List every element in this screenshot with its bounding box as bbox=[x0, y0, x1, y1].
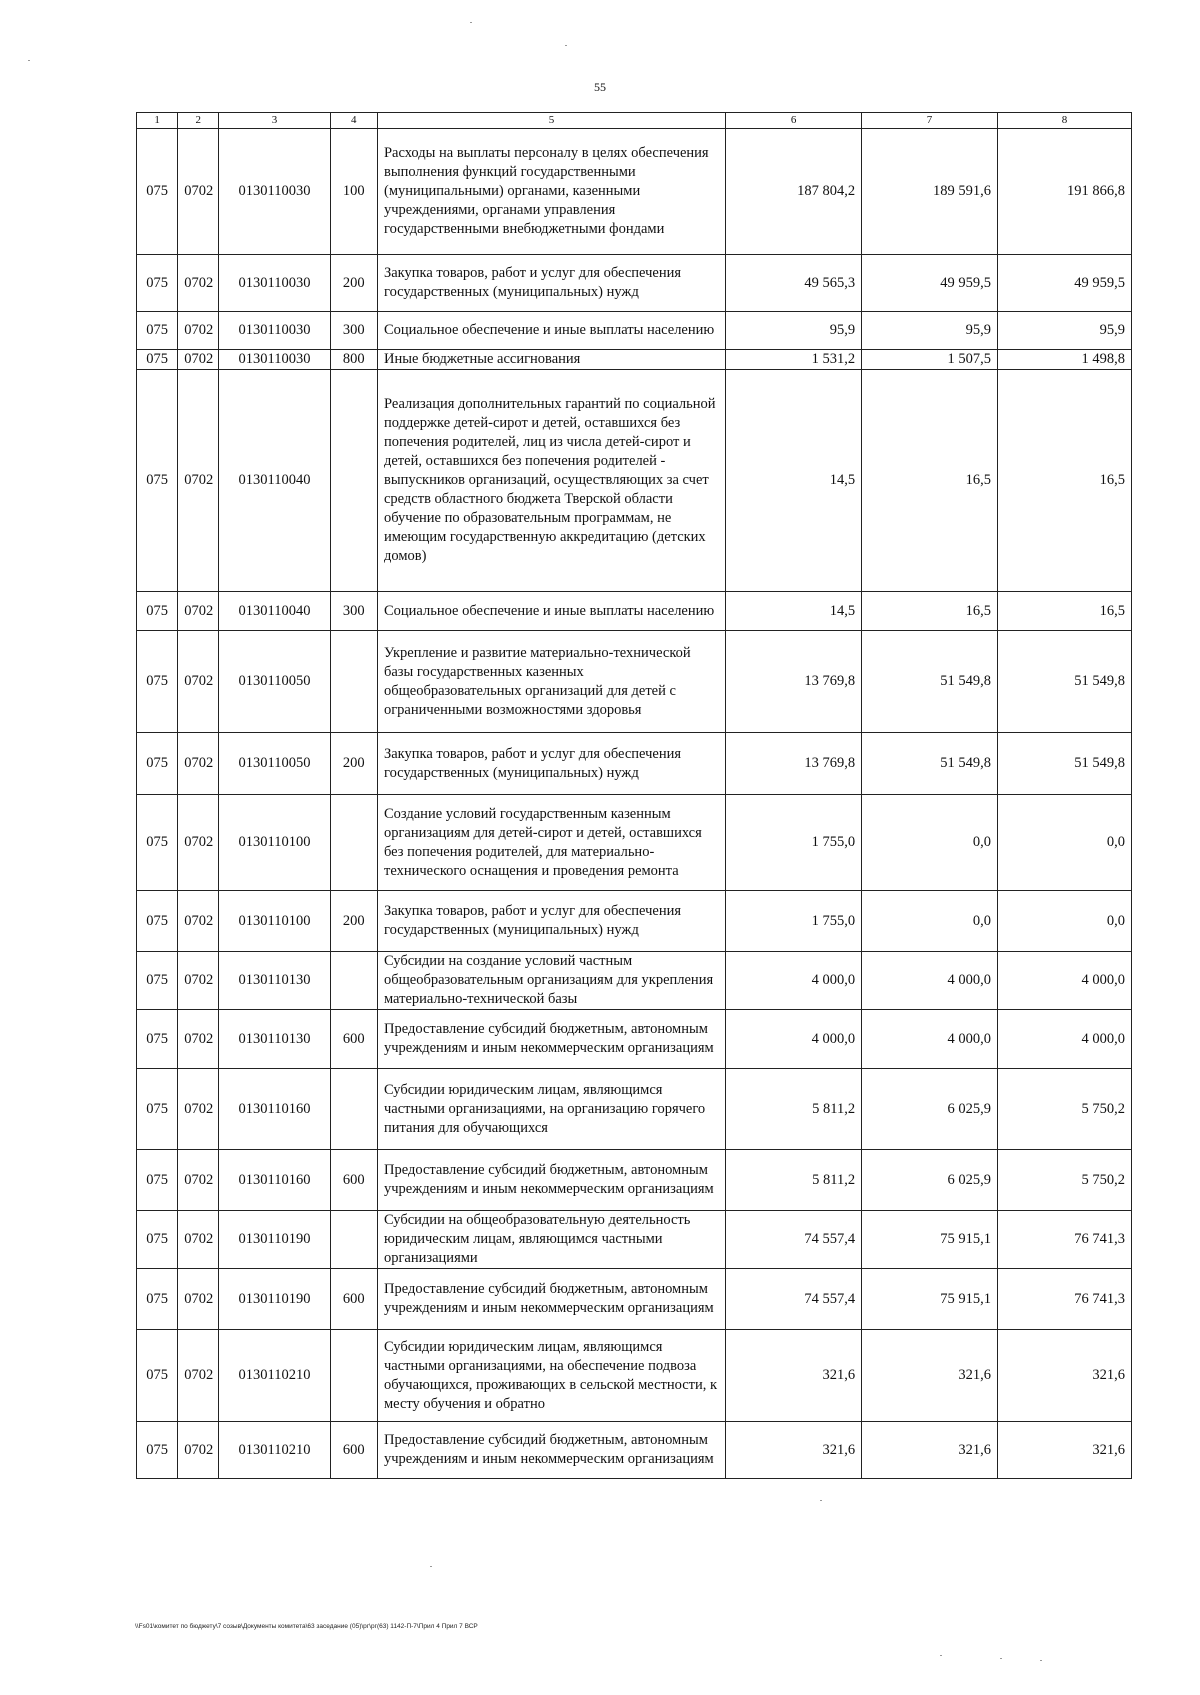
amount-cell: 6 025,9 bbox=[862, 1150, 998, 1211]
code-cell: 075 bbox=[137, 592, 178, 631]
amount-cell: 49 959,5 bbox=[998, 255, 1132, 312]
expense-type-cell: 600 bbox=[330, 1269, 377, 1330]
amount-cell: 76 741,3 bbox=[998, 1269, 1132, 1330]
amount-cell: 321,6 bbox=[862, 1422, 998, 1479]
section-cell: 0702 bbox=[178, 312, 219, 350]
amount-cell: 4 000,0 bbox=[862, 952, 998, 1010]
amount-cell: 1 531,2 bbox=[726, 350, 862, 370]
amount-cell: 4 000,0 bbox=[862, 1010, 998, 1069]
amount-cell: 95,9 bbox=[998, 312, 1132, 350]
table-row bbox=[137, 631, 1132, 733]
column-number-row bbox=[137, 113, 1132, 129]
amount-cell: 321,6 bbox=[998, 1330, 1132, 1422]
target-article-cell: 0130110050 bbox=[219, 733, 330, 795]
code-cell: 075 bbox=[137, 350, 178, 370]
expense-type-cell: 200 bbox=[330, 891, 377, 952]
table-row bbox=[137, 952, 1132, 1010]
code-cell: 075 bbox=[137, 255, 178, 312]
target-article-cell: 0130110040 bbox=[219, 592, 330, 631]
description-cell: Создание условий государственным казенным организациям для детей-сирот и детей, оставшихся без попечения родителей, для материально-технического оснащения и проведения ремонта bbox=[377, 795, 725, 891]
amount-cell: 14,5 bbox=[726, 370, 862, 592]
amount-cell: 0,0 bbox=[998, 891, 1132, 952]
table-row bbox=[137, 1330, 1132, 1422]
expense-type-cell: 200 bbox=[330, 255, 377, 312]
table-row bbox=[137, 1150, 1132, 1211]
target-article-cell: 0130110030 bbox=[219, 255, 330, 312]
code-cell: 075 bbox=[137, 129, 178, 255]
section-cell: 0702 bbox=[178, 733, 219, 795]
description-cell: Социальное обеспечение и иные выплаты населению bbox=[377, 312, 725, 350]
description-cell: Расходы на выплаты персоналу в целях обеспечения выполнения функций государственными (муниципальными) органами, казенными учреждениями, органами управления государственными внебюджетными фондами bbox=[377, 129, 725, 255]
table-row bbox=[137, 255, 1132, 312]
expense-type-cell bbox=[330, 370, 377, 592]
section-cell: 0702 bbox=[178, 592, 219, 631]
description-cell: Субсидии на создание условий частным общеобразовательным организациям для укрепления материально-технической базы bbox=[377, 952, 725, 1010]
amount-cell: 16,5 bbox=[862, 592, 998, 631]
table-row bbox=[137, 350, 1132, 370]
description-cell: Субсидии на общеобразовательную деятельность юридическим лицам, являющимся частными организациями bbox=[377, 1211, 725, 1269]
section-cell: 0702 bbox=[178, 1422, 219, 1479]
amount-cell: 51 549,8 bbox=[998, 733, 1132, 795]
column-header: 4 bbox=[330, 113, 377, 129]
section-cell: 0702 bbox=[178, 129, 219, 255]
section-cell: 0702 bbox=[178, 891, 219, 952]
target-article-cell: 0130110210 bbox=[219, 1330, 330, 1422]
amount-cell: 1 498,8 bbox=[998, 350, 1132, 370]
expense-type-cell: 100 bbox=[330, 129, 377, 255]
target-article-cell: 0130110130 bbox=[219, 952, 330, 1010]
amount-cell: 95,9 bbox=[862, 312, 998, 350]
target-article-cell: 0130110210 bbox=[219, 1422, 330, 1479]
description-cell: Реализация дополнительных гарантий по социальной поддержке детей-сирот и детей, оставшихся без попечения родителей, лиц из числа детей-сирот и детей, оставшихся без попечения родителей - выпускников организаций, осуществляющих за счет средств областного бюджета Тверской области обучение по образовательным программам, не имеющим государственную аккредитацию (детских домов) bbox=[377, 370, 725, 592]
expense-type-cell: 800 bbox=[330, 350, 377, 370]
description-cell: Предоставление субсидий бюджетным, автономным учреждениям и иным некоммерческим организациям bbox=[377, 1150, 725, 1211]
expense-type-cell: 600 bbox=[330, 1150, 377, 1211]
code-cell: 075 bbox=[137, 1069, 178, 1150]
expense-type-cell: 600 bbox=[330, 1422, 377, 1479]
table-row bbox=[137, 1069, 1132, 1150]
description-cell: Иные бюджетные ассигнования bbox=[377, 350, 725, 370]
table-row bbox=[137, 129, 1132, 255]
column-header: 6 bbox=[726, 113, 862, 129]
page-number: 55 bbox=[594, 80, 606, 94]
target-article-cell: 0130110190 bbox=[219, 1269, 330, 1330]
column-header: 2 bbox=[178, 113, 219, 129]
table-row bbox=[137, 592, 1132, 631]
code-cell: 075 bbox=[137, 1211, 178, 1269]
amount-cell: 13 769,8 bbox=[726, 631, 862, 733]
amount-cell: 0,0 bbox=[862, 891, 998, 952]
table-row bbox=[137, 891, 1132, 952]
amount-cell: 76 741,3 bbox=[998, 1211, 1132, 1269]
description-cell: Предоставление субсидий бюджетным, автономным учреждениям и иным некоммерческим организациям bbox=[377, 1010, 725, 1069]
section-cell: 0702 bbox=[178, 370, 219, 592]
amount-cell: 49 959,5 bbox=[862, 255, 998, 312]
amount-cell: 1 755,0 bbox=[726, 891, 862, 952]
table-row bbox=[137, 370, 1132, 592]
amount-cell: 321,6 bbox=[862, 1330, 998, 1422]
amount-cell: 321,6 bbox=[726, 1330, 862, 1422]
expense-type-cell bbox=[330, 1211, 377, 1269]
target-article-cell: 0130110160 bbox=[219, 1150, 330, 1211]
target-article-cell: 0130110030 bbox=[219, 350, 330, 370]
column-header: 3 bbox=[219, 113, 330, 129]
target-article-cell: 0130110030 bbox=[219, 312, 330, 350]
amount-cell: 321,6 bbox=[998, 1422, 1132, 1479]
code-cell: 075 bbox=[137, 631, 178, 733]
table-row bbox=[137, 733, 1132, 795]
amount-cell: 191 866,8 bbox=[998, 129, 1132, 255]
table-row bbox=[137, 1010, 1132, 1069]
table-row bbox=[137, 312, 1132, 350]
expense-type-cell bbox=[330, 631, 377, 733]
amount-cell: 75 915,1 bbox=[862, 1211, 998, 1269]
column-header: 5 bbox=[377, 113, 725, 129]
amount-cell: 51 549,8 bbox=[862, 733, 998, 795]
amount-cell: 16,5 bbox=[862, 370, 998, 592]
amount-cell: 5 811,2 bbox=[726, 1069, 862, 1150]
code-cell: 075 bbox=[137, 312, 178, 350]
description-cell: Предоставление субсидий бюджетным, автономным учреждениям и иным некоммерческим организациям bbox=[377, 1422, 725, 1479]
section-cell: 0702 bbox=[178, 1330, 219, 1422]
expense-type-cell: 200 bbox=[330, 733, 377, 795]
expense-type-cell bbox=[330, 1330, 377, 1422]
table-row bbox=[137, 795, 1132, 891]
amount-cell: 13 769,8 bbox=[726, 733, 862, 795]
amount-cell: 1 755,0 bbox=[726, 795, 862, 891]
amount-cell: 49 565,3 bbox=[726, 255, 862, 312]
amount-cell: 321,6 bbox=[726, 1422, 862, 1479]
target-article-cell: 0130110030 bbox=[219, 129, 330, 255]
amount-cell: 5 811,2 bbox=[726, 1150, 862, 1211]
expense-type-cell bbox=[330, 795, 377, 891]
section-cell: 0702 bbox=[178, 952, 219, 1010]
budget-table bbox=[136, 112, 1132, 1479]
amount-cell: 16,5 bbox=[998, 370, 1132, 592]
target-article-cell: 0130110160 bbox=[219, 1069, 330, 1150]
amount-cell: 5 750,2 bbox=[998, 1150, 1132, 1211]
code-cell: 075 bbox=[137, 891, 178, 952]
code-cell: 075 bbox=[137, 1330, 178, 1422]
amount-cell: 74 557,4 bbox=[726, 1269, 862, 1330]
description-cell: Закупка товаров, работ и услуг для обеспечения государственных (муниципальных) нужд bbox=[377, 255, 725, 312]
amount-cell: 75 915,1 bbox=[862, 1269, 998, 1330]
table-row bbox=[137, 1211, 1132, 1269]
code-cell: 075 bbox=[137, 1269, 178, 1330]
section-cell: 0702 bbox=[178, 255, 219, 312]
code-cell: 075 bbox=[137, 370, 178, 592]
amount-cell: 1 507,5 bbox=[862, 350, 998, 370]
column-header: 1 bbox=[137, 113, 178, 129]
section-cell: 0702 bbox=[178, 631, 219, 733]
expense-type-cell: 600 bbox=[330, 1010, 377, 1069]
target-article-cell: 0130110100 bbox=[219, 795, 330, 891]
file-path-footer: \\Fs01\комитет по бюджету\7 созыв\Документы комитета\63 заседание (05)\рг\рг(63) 1142-П-7\Прил 4 Прил 7 ВСР bbox=[135, 1623, 478, 1630]
amount-cell: 0,0 bbox=[862, 795, 998, 891]
amount-cell: 4 000,0 bbox=[726, 1010, 862, 1069]
description-cell: Предоставление субсидий бюджетным, автономным учреждениям и иным некоммерческим организациям bbox=[377, 1269, 725, 1330]
section-cell: 0702 bbox=[178, 1069, 219, 1150]
code-cell: 075 bbox=[137, 795, 178, 891]
description-cell: Закупка товаров, работ и услуг для обеспечения государственных (муниципальных) нужд bbox=[377, 891, 725, 952]
code-cell: 075 bbox=[137, 952, 178, 1010]
table-row bbox=[137, 1269, 1132, 1330]
target-article-cell: 0130110130 bbox=[219, 1010, 330, 1069]
section-cell: 0702 bbox=[178, 1010, 219, 1069]
amount-cell: 0,0 bbox=[998, 795, 1132, 891]
description-cell: Социальное обеспечение и иные выплаты населению bbox=[377, 592, 725, 631]
column-header: 7 bbox=[862, 113, 998, 129]
target-article-cell: 0130110050 bbox=[219, 631, 330, 733]
code-cell: 075 bbox=[137, 1010, 178, 1069]
amount-cell: 51 549,8 bbox=[998, 631, 1132, 733]
amount-cell: 16,5 bbox=[998, 592, 1132, 631]
expense-type-cell bbox=[330, 1069, 377, 1150]
description-cell: Субсидии юридическим лицам, являющимся частными организациями, на обеспечение подвоза обучающихся, проживающих в сельской местности, к месту обучения и обратно bbox=[377, 1330, 725, 1422]
amount-cell: 14,5 bbox=[726, 592, 862, 631]
amount-cell: 95,9 bbox=[726, 312, 862, 350]
description-cell: Укрепление и развитие материально-технической базы государственных казенных общеобразовательных организаций для детей с ограниченными возможностями здоровья bbox=[377, 631, 725, 733]
amount-cell: 6 025,9 bbox=[862, 1069, 998, 1150]
section-cell: 0702 bbox=[178, 350, 219, 370]
amount-cell: 187 804,2 bbox=[726, 129, 862, 255]
expense-type-cell bbox=[330, 952, 377, 1010]
expense-type-cell: 300 bbox=[330, 592, 377, 631]
amount-cell: 4 000,0 bbox=[998, 1010, 1132, 1069]
table-row bbox=[137, 1422, 1132, 1479]
column-header: 8 bbox=[998, 113, 1132, 129]
section-cell: 0702 bbox=[178, 795, 219, 891]
code-cell: 075 bbox=[137, 733, 178, 795]
amount-cell: 51 549,8 bbox=[862, 631, 998, 733]
amount-cell: 4 000,0 bbox=[998, 952, 1132, 1010]
amount-cell: 74 557,4 bbox=[726, 1211, 862, 1269]
expense-type-cell: 300 bbox=[330, 312, 377, 350]
section-cell: 0702 bbox=[178, 1150, 219, 1211]
description-cell: Субсидии юридическим лицам, являющимся частными организациями, на организацию горячего питания для обучающихся bbox=[377, 1069, 725, 1150]
code-cell: 075 bbox=[137, 1150, 178, 1211]
amount-cell: 5 750,2 bbox=[998, 1069, 1132, 1150]
target-article-cell: 0130110100 bbox=[219, 891, 330, 952]
section-cell: 0702 bbox=[178, 1211, 219, 1269]
target-article-cell: 0130110040 bbox=[219, 370, 330, 592]
target-article-cell: 0130110190 bbox=[219, 1211, 330, 1269]
code-cell: 075 bbox=[137, 1422, 178, 1479]
amount-cell: 189 591,6 bbox=[862, 129, 998, 255]
section-cell: 0702 bbox=[178, 1269, 219, 1330]
table-body bbox=[137, 129, 1132, 1479]
amount-cell: 4 000,0 bbox=[726, 952, 862, 1010]
description-cell: Закупка товаров, работ и услуг для обеспечения государственных (муниципальных) нужд bbox=[377, 733, 725, 795]
